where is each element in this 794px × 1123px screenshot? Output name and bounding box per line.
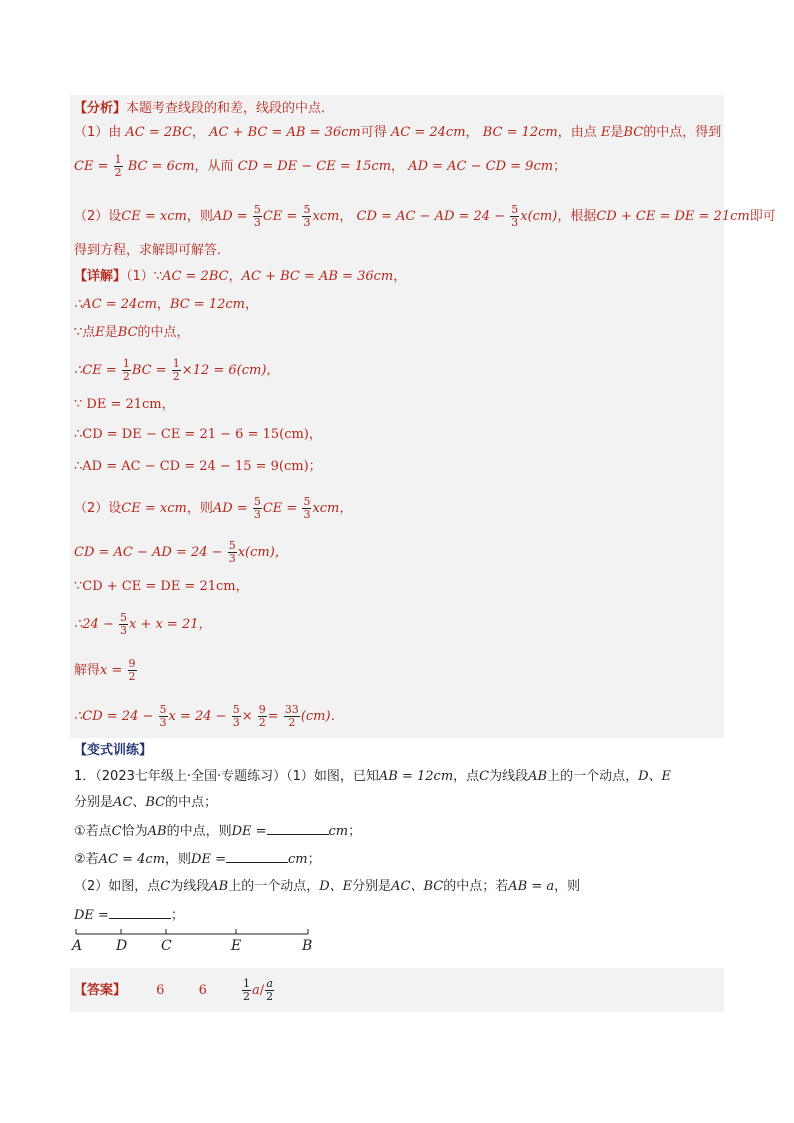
label-b: B (302, 938, 313, 954)
answer-1: 6 (156, 983, 165, 998)
detail-line-7: ∴AD = AC − CD = 24 − 15 = 9(cm)； (74, 459, 322, 474)
fraction: $\frac{5}{3}$ (253, 203, 261, 229)
fraction: $\frac{a}{2}$ (266, 977, 274, 1003)
label-c: C (161, 938, 172, 954)
detail-line-10: ∵CD + CE = DE = 21cm， (74, 579, 249, 594)
question-line-5: （2）如图，点C为线段AB上的一个动点，D、E分别是AC、BC的中点；若AB = a，则 (74, 879, 581, 894)
analysis-line-2: （1）由 AC = 2BC， AC + BC = AB = 36cm可得 AC = 24cm， BC = 12cm，由点 E是BC的中点，得到 (74, 125, 722, 140)
fraction: $\frac{1}{2}$ (122, 357, 130, 383)
training-tag: 【变式训练】 (74, 743, 153, 758)
fraction: $\frac{1}{2}$ (243, 977, 250, 1003)
analysis-block (70, 95, 776, 265)
fraction: $\frac{33}{2}$ (284, 703, 299, 729)
analysis-line-1: 【分析】本题考查线段的和差，线段的中点． (74, 101, 335, 116)
detail-tag: 【详解】 (74, 269, 127, 284)
fraction: $\frac{5}{3}$ (303, 495, 311, 521)
detail-line-9: CD = AC − AD = 24 − $\frac{5}{3}$ x(cm)， (74, 539, 288, 565)
fraction: $\frac{5}{3}$ (253, 495, 261, 521)
question-line-1: 1．（2023七年级上·全国·专题练习）（1）如图，已知AB = 12cm，点C为线段AB上的一个动点，D、E (74, 769, 672, 784)
detail-line-1: 【详解】（1）∵AC = 2BC，AC + BC = AB = 36cm， (74, 269, 407, 284)
fraction: $\frac{5}{3}$ (159, 703, 167, 729)
answer-tag: 【答案】 (74, 983, 127, 998)
question-line-3: ①若点C恰为AB的中点，则DE = cm； (74, 824, 362, 839)
detail-line-3: ∵点E是BC的中点， (74, 325, 190, 340)
detail-line-11: ∴24 − $\frac{5}{3}$ x + x = 21， (74, 611, 212, 637)
detail-line-4: ∴CE = $\frac{1}{2}$ BC = $\frac{1}{2}$ ×12 = 6(cm)， (74, 357, 280, 383)
detail-line-2: ∴AC = 24cm，BC = 12cm， (74, 297, 259, 312)
fraction: $\frac{5}{3}$ (511, 203, 519, 229)
analysis-tag: 【分析】 (74, 101, 127, 116)
answer-blank[interactable] (267, 822, 329, 835)
answer-line (74, 978, 724, 1003)
detail-line-5: ∵ DE = 21cm， (74, 397, 175, 412)
detail-line-6: ∴CD = DE − CE = 21 − 6 = 15(cm)， (74, 427, 322, 442)
answer-2: 6 (198, 983, 207, 998)
detail-line-8: （2）设CE = xcm，则AD = $\frac{5}{3}$ CE = $\frac{5}{3}$ xcm， (74, 495, 353, 521)
analysis-line-3: CE = $\frac{1}{2}$ BC = 6cm，从而 CD = DE − CE = 15cm， AD = AC − CD = 9cm； (74, 153, 567, 179)
fraction: $\frac{5}{3}$ (119, 611, 127, 637)
fraction: $\frac{5}{3}$ (228, 539, 236, 565)
analysis-line-5: 得到方程，求解即可解答． (74, 243, 231, 258)
fraction: $\frac{9}{2}$ (128, 657, 136, 683)
detail-line-12: 解得x = $\frac{9}{2}$ (74, 657, 136, 683)
fraction: $\frac{5}{3}$ (303, 203, 311, 229)
question-line-4: ②若AC = 4cm，则DE = cm； (74, 852, 321, 867)
fraction: $\frac{5}{3}$ (232, 703, 240, 729)
detail-line-13: ∴CD = 24 − $\frac{5}{3}$ x = 24 − $\frac{5}{3}$ × $\frac{9}{2}$ = $\frac{33}{2}$ (cm)． (74, 703, 344, 729)
answer-blank[interactable] (109, 906, 171, 919)
analysis-line-4: （2）设CE = xcm，则AD = $\frac{5}{3}$ CE = $\frac{5}{3}$ xcm， CD = AC − AD = 24 − $\frac{5}{3}$ x(cm)，根据CD + CE = DE = 21cm即可 (74, 203, 776, 229)
answer-blank[interactable] (226, 850, 288, 863)
fraction: $\frac{1}{2}$ (114, 153, 122, 179)
question-line-6: DE = ； (74, 908, 184, 923)
fraction: $\frac{1}{2}$ (172, 357, 180, 383)
fraction: $\frac{9}{2}$ (258, 703, 266, 729)
label-a: A (72, 938, 83, 954)
answer-3: $\frac{1}{2}$ a/ $\frac{a}{2}$ (243, 977, 274, 1003)
segment-diagram (70, 926, 330, 958)
question-line-2: 分别是AC、BC的中点； (74, 795, 218, 810)
label-d: D (116, 938, 128, 954)
label-e: E (231, 938, 242, 954)
